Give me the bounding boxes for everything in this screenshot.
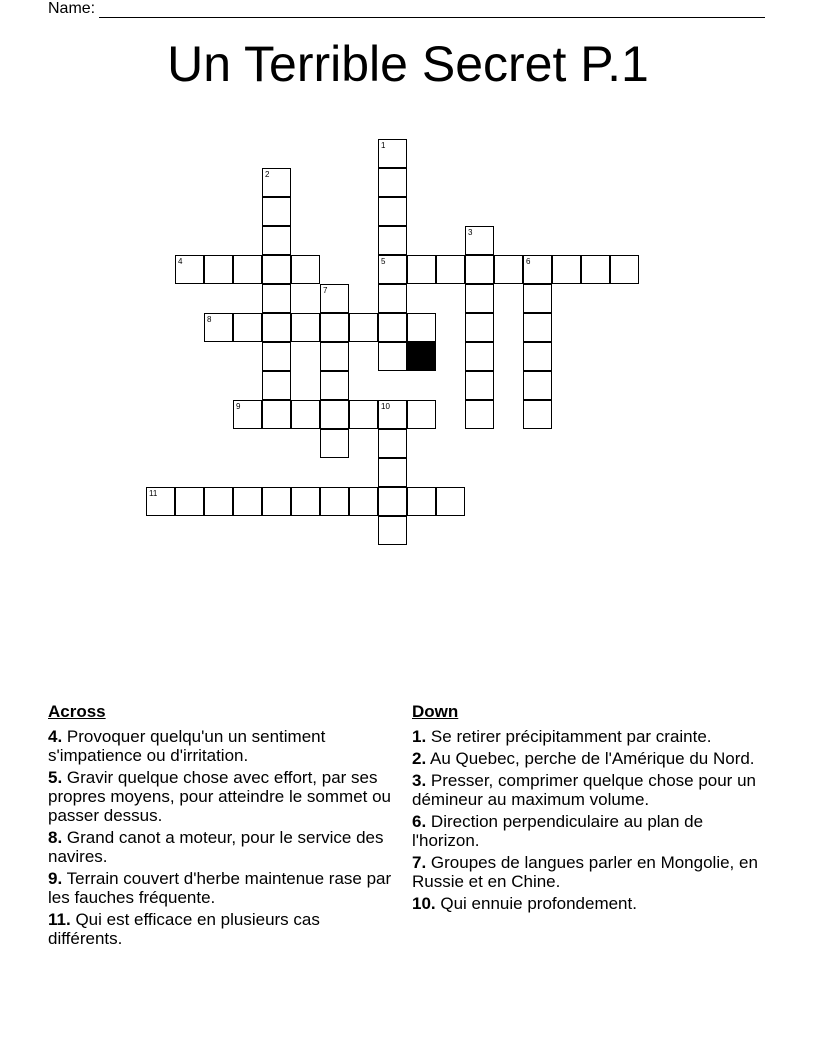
clue-text: Au Quebec, perche de l'Amérique du Nord. bbox=[429, 749, 755, 768]
grid-cell[interactable] bbox=[465, 313, 494, 342]
grid-cell[interactable] bbox=[262, 255, 291, 284]
grid-cell[interactable] bbox=[175, 487, 204, 516]
grid-cell[interactable] bbox=[378, 168, 407, 197]
grid-cell[interactable] bbox=[407, 255, 436, 284]
grid-cell[interactable] bbox=[262, 400, 291, 429]
grid-cell[interactable] bbox=[378, 429, 407, 458]
across-clues bbox=[48, 702, 398, 951]
grid-cell[interactable] bbox=[407, 400, 436, 429]
grid-cell[interactable] bbox=[291, 487, 320, 516]
across-clue bbox=[48, 768, 398, 825]
clue-number: 7 bbox=[323, 286, 328, 295]
clue-text: Groupes de langues parler en Mongolie, en Russie et en Chine. bbox=[412, 853, 758, 891]
grid-cell[interactable] bbox=[262, 226, 291, 255]
grid-cell[interactable] bbox=[378, 139, 407, 168]
grid-cell[interactable] bbox=[378, 255, 407, 284]
grid-cell[interactable] bbox=[233, 313, 262, 342]
grid-cell[interactable] bbox=[175, 255, 204, 284]
clue-text: Grand canot a moteur, pour le service des navires. bbox=[48, 828, 384, 866]
grid-cell[interactable] bbox=[233, 255, 262, 284]
grid-cell[interactable] bbox=[378, 516, 407, 545]
grid-cell[interactable] bbox=[262, 313, 291, 342]
grid-cell[interactable] bbox=[320, 284, 349, 313]
grid-cell[interactable] bbox=[349, 313, 378, 342]
grid-cell[interactable] bbox=[407, 313, 436, 342]
clue-number: 1 bbox=[381, 141, 386, 150]
grid-cell[interactable] bbox=[320, 487, 349, 516]
clue-num: 11. bbox=[48, 910, 71, 929]
grid-cell[interactable] bbox=[523, 342, 552, 371]
clue-text: Se retirer précipitamment par crainte. bbox=[430, 727, 712, 746]
clue-number: 2 bbox=[265, 170, 270, 179]
grid-cell[interactable] bbox=[378, 284, 407, 313]
grid-cell[interactable] bbox=[204, 255, 233, 284]
grid-cell[interactable] bbox=[204, 313, 233, 342]
grid-cell[interactable] bbox=[436, 255, 465, 284]
clue-number: 10 bbox=[381, 402, 390, 411]
grid-cell[interactable] bbox=[291, 313, 320, 342]
grid-cell[interactable] bbox=[146, 487, 175, 516]
grid-cell[interactable] bbox=[291, 400, 320, 429]
grid-cell[interactable] bbox=[204, 487, 233, 516]
black-cell bbox=[407, 342, 436, 371]
across-clue bbox=[48, 727, 398, 765]
clue-num: 6. bbox=[412, 812, 427, 831]
grid-cell[interactable] bbox=[610, 255, 639, 284]
across-clue bbox=[48, 828, 398, 866]
grid-cell[interactable] bbox=[581, 255, 610, 284]
down-clue bbox=[412, 771, 772, 809]
clue-num: 10. bbox=[412, 894, 436, 913]
grid-cell[interactable] bbox=[465, 255, 494, 284]
clue-number: 4 bbox=[178, 257, 183, 266]
grid-cell[interactable] bbox=[378, 487, 407, 516]
clue-number: 6 bbox=[526, 257, 531, 266]
clue-num: 1. bbox=[412, 727, 427, 746]
grid-cell[interactable] bbox=[320, 429, 349, 458]
clue-text: Gravir quelque chose avec effort, par ses propres moyens, pour atteindre le sommet ou passer dessus. bbox=[48, 768, 392, 825]
grid-cell[interactable] bbox=[262, 487, 291, 516]
across-heading: Across bbox=[48, 702, 106, 721]
grid-cell[interactable] bbox=[262, 342, 291, 371]
grid-cell[interactable] bbox=[320, 342, 349, 371]
clue-number: 5 bbox=[381, 257, 386, 266]
grid-cell[interactable] bbox=[233, 487, 262, 516]
grid-cell[interactable] bbox=[262, 197, 291, 226]
grid-cell[interactable] bbox=[407, 487, 436, 516]
grid-cell[interactable] bbox=[320, 313, 349, 342]
clue-num: 8. bbox=[48, 828, 63, 847]
grid-cell[interactable] bbox=[349, 400, 378, 429]
clue-num: 4. bbox=[48, 727, 63, 746]
grid-cell[interactable] bbox=[465, 371, 494, 400]
grid-cell[interactable] bbox=[523, 371, 552, 400]
clue-text: Qui est efficace en plusieurs cas différents. bbox=[48, 910, 320, 948]
down-clue bbox=[412, 853, 772, 891]
clue-number: 11 bbox=[149, 489, 158, 498]
down-heading: Down bbox=[412, 702, 459, 721]
grid-cell[interactable] bbox=[552, 255, 581, 284]
grid-cell[interactable] bbox=[378, 458, 407, 487]
clue-text: Direction perpendiculaire au plan de l'horizon. bbox=[412, 812, 704, 850]
clue-num: 7. bbox=[412, 853, 427, 872]
across-clue bbox=[48, 869, 398, 907]
down-clue bbox=[412, 894, 772, 913]
clue-number: 9 bbox=[236, 402, 241, 411]
grid-cell[interactable] bbox=[436, 487, 465, 516]
grid-cell[interactable] bbox=[262, 284, 291, 313]
grid-cell[interactable] bbox=[465, 342, 494, 371]
page-title: Un Terrible Secret P.1 bbox=[167, 36, 649, 92]
grid-cell[interactable] bbox=[378, 226, 407, 255]
grid-cell[interactable] bbox=[378, 313, 407, 342]
grid-cell[interactable] bbox=[320, 400, 349, 429]
grid-cell[interactable] bbox=[349, 487, 378, 516]
grid-cell[interactable] bbox=[494, 255, 523, 284]
clue-num: 2. bbox=[412, 749, 427, 768]
down-clue bbox=[412, 812, 772, 850]
clue-number: 3 bbox=[468, 228, 473, 237]
grid-cell[interactable] bbox=[523, 313, 552, 342]
grid-cell[interactable] bbox=[320, 371, 349, 400]
name-label: Name: bbox=[48, 0, 96, 17]
grid-cell[interactable] bbox=[465, 284, 494, 313]
clue-text: Provoquer quelqu'un un sentiment s'impatience ou d'irritation. bbox=[48, 727, 326, 765]
down-clues bbox=[412, 702, 772, 916]
clue-text: Qui ennuie profondement. bbox=[440, 894, 637, 913]
grid-cell[interactable] bbox=[233, 400, 262, 429]
clue-text: Terrain couvert d'herbe maintenue rase par les fauches fréquente. bbox=[48, 869, 392, 907]
across-clue bbox=[48, 910, 398, 948]
clue-num: 3. bbox=[412, 771, 427, 790]
grid-cell[interactable] bbox=[523, 255, 552, 284]
grid-cell[interactable] bbox=[523, 400, 552, 429]
grid-cell[interactable] bbox=[378, 197, 407, 226]
grid-cell[interactable] bbox=[465, 226, 494, 255]
grid-cell[interactable] bbox=[523, 284, 552, 313]
grid-cell[interactable] bbox=[465, 400, 494, 429]
down-clue bbox=[412, 749, 772, 768]
clue-number: 8 bbox=[207, 315, 212, 324]
clue-num: 5. bbox=[48, 768, 63, 787]
grid-cell[interactable] bbox=[378, 400, 407, 429]
grid-cell[interactable] bbox=[291, 255, 320, 284]
grid-cell[interactable] bbox=[262, 371, 291, 400]
grid-cell[interactable] bbox=[262, 168, 291, 197]
grid-cell[interactable] bbox=[378, 342, 407, 371]
down-clue bbox=[412, 727, 772, 746]
clue-text: Presser, comprimer quelque chose pour un démineur au maximum volume. bbox=[412, 771, 756, 809]
clue-num: 9. bbox=[48, 869, 63, 888]
